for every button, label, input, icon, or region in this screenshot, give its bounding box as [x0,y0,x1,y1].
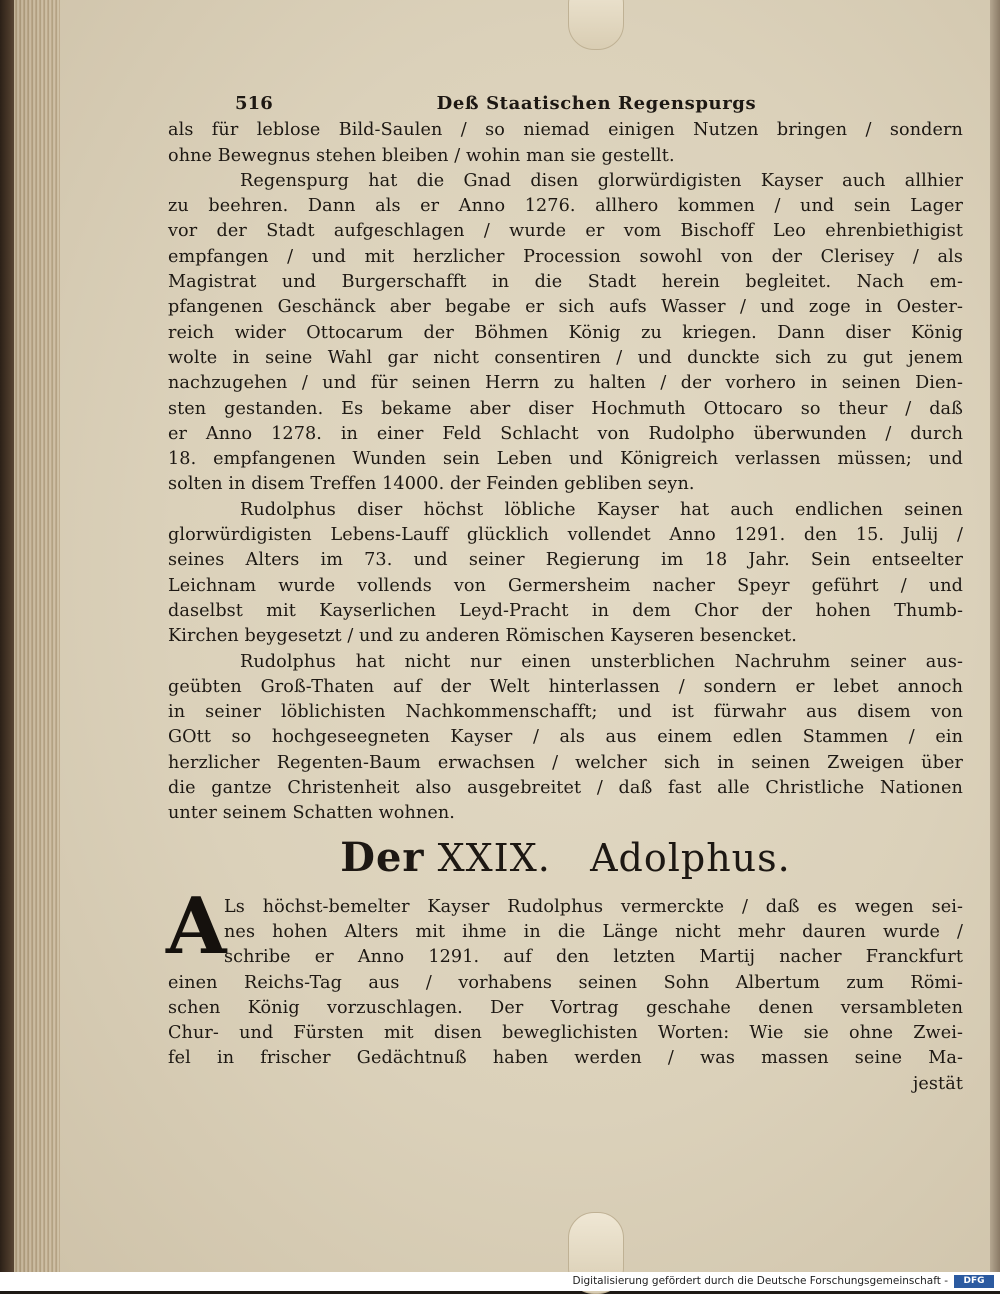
text-line: unter seinem Schatten wohnen. [168,803,455,824]
funding-credit: Digitalisierung gefördert durch die Deutsche Forschungsgemeinschaft - [572,1275,948,1287]
text-line: pfangenen Geschänck aber begabe er sich aufs Wasser / und zoge in Oester- [168,297,963,318]
text-line: schribe er Anno 1291. auf den letzten Martij nacher Franckfurt [224,947,963,968]
clasp-strap-top [568,0,624,50]
text-line: nachzugehen / und für seinen Herrn zu halten / der vorhero in seinen Dien- [168,373,963,394]
text-line: einen Reichs-Tag aus / vorhabens seinen Sohn Albertum zum Römi- [168,972,963,993]
text-line: 18. empfangenen Wunden sein Leben und Königreich verlassen müssen; und [168,449,963,470]
page-edges [0,0,60,1272]
paragraph-4 [168,650,963,827]
running-header [235,91,780,116]
digitization-footer [0,1272,1000,1291]
text-line: Chur- und Fürsten mit disen beweglichisten Worten: Wie sie ohne Zwei- [168,1023,963,1044]
text-line: in seiner löblichisten Nachkommenschafft; und ist fürwahr aus disem von [168,702,963,723]
text-line: er Anno 1278. in einer Feld Schlacht von Rudolpho überwunden / durch [168,423,963,444]
text-line: Kirchen beygesetzt / und zu anderen Römischen Kayseren besencket. [168,626,797,647]
paragraph-2 [168,169,963,498]
text-line: reich wider Ottocarum der Böhmen König zu kriegen. Dann diser König [168,322,963,343]
dfg-logo: DFG [954,1275,994,1288]
chapter-heading [168,829,963,889]
paragraph-3 [168,498,963,650]
text-line: die gantze Christenheit also ausgebreitet / daß fast alle Christliche Nationen [168,778,963,799]
text-line: nes hohen Alters mit ihme in die Länge nicht mehr dauren wurde / [224,921,963,942]
text-line: solten in disem Treffen 14000. der Feinden gebliben seyn. [168,474,695,495]
text-line: glorwürdigisten Lebens-Lauff glücklich vollendet Anno 1291. den 15. Julij / [168,525,963,546]
text-line: daselbst mit Kayserlichen Leyd-Pracht in dem Chor der hohen Thumb- [168,600,963,621]
chapter-prefix: Der [340,833,425,881]
catchword: jestät [912,1073,963,1094]
text-line: ohne Bewegnus stehen bleiben / wohin man sie gestellt. [168,145,675,166]
text-line: Rudolphus diser höchst löbliche Kayser hat auch endlichen seinen [240,499,963,520]
paragraph-1 [168,118,963,169]
text-line: Ls höchst-bemelter Kayser Rudolphus vermerckte / daß es wegen sei- [224,896,963,917]
text-line: geübten Groß-Thaten auf der Welt hinterlassen / sondern er lebet annoch [168,676,963,697]
text-line: fel in frischer Gedächtnuß haben werden / was massen seine Ma- [168,1048,963,1069]
text-line: herzlicher Regenten-Baum erwachsen / welcher sich in seinen Zweigen über [168,752,963,773]
running-title: Deß Staatischen Regenspurgs [436,93,757,114]
text-line: Magistrat und Burgerschafft in die Stadt herein begleitet. Nach em- [168,272,963,293]
text-line: seines Alters im 73. und seiner Regierung im 18 Jahr. Sein entseelter [168,550,963,571]
drop-cap-initial: A [166,880,227,972]
text-line: zu beehren. Dann als er Anno 1276. allhero kommen / und sein Lager [168,196,963,217]
text-line: Rudolphus hat nicht nur einen unsterblichen Nachruhm seiner aus- [240,651,963,672]
text-line: wolte in seine Wahl gar nicht consentiren / und dunckte sich zu gut jenem [168,347,963,368]
chapter-name: Adolphus. [590,835,791,880]
text-line: vor der Stadt aufgeschlagen / wurde er vom Bischoff Leo ehrenbiethigist [168,221,963,242]
text-line: sten gestanden. Es bekame aber diser Hochmuth Ottocaro so theur / daß [168,398,963,419]
text-line: GOtt so hochgeseegneten Kayser / als aus einem edlen Stammen / ein [168,727,963,748]
chapter-numeral: XXIX. [437,835,551,880]
paragraph-5 [166,880,963,1072]
text-line: als für leblose Bild-Saulen / so niemad einigen Nutzen bringen / sondern [168,120,963,141]
page-text [168,88,963,1097]
page-number: 516 [235,93,273,114]
text-line: Leichnam wurde vollends von Germersheim nacher Speyr geführt / und [168,575,963,596]
text-line: empfangen / und mit herzlicher Procession sowohl von der Clerisey / als [168,246,963,267]
text-line: schen König vorzuschlagen. Der Vortrag geschahe denen versambleten [168,997,963,1018]
text-line: Regenspurg hat die Gnad disen glorwürdigisten Kayser auch allhier [240,170,963,191]
